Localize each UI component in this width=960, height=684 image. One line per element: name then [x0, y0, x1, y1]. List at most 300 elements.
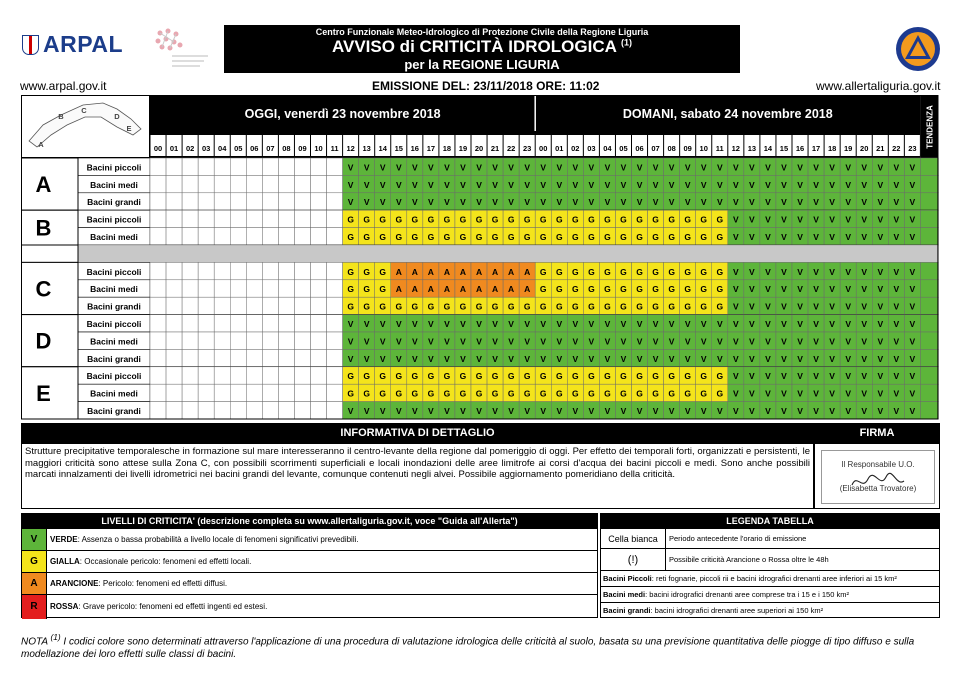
hour-label: 21	[490, 144, 500, 153]
hour-label: 00	[539, 144, 548, 153]
forecast-cell-code: V	[909, 266, 916, 277]
forecast-cell-code: G	[539, 284, 547, 295]
forecast-cell	[198, 367, 214, 384]
forecast-cell-code: V	[877, 406, 884, 416]
forecast-cell-code: V	[893, 319, 900, 329]
forecast-cell	[311, 402, 327, 419]
forecast-cell-code: V	[797, 284, 803, 295]
forecast-cell	[230, 367, 246, 384]
forecast-cell-code: G	[491, 371, 499, 382]
forecast-cell-code: V	[781, 406, 787, 416]
forecast-cell-code: V	[572, 197, 579, 208]
forecast-cell-code: V	[604, 406, 611, 416]
forecast-cell	[214, 158, 230, 175]
forecast-cell-code: V	[909, 301, 916, 312]
forecast-cell-code: G	[507, 232, 515, 242]
forecast-cell-code: G	[620, 266, 627, 277]
hour-label: 04	[218, 144, 227, 153]
forecast-cell-code: V	[700, 319, 707, 329]
forecast-cell	[166, 315, 182, 332]
forecast-cell	[214, 228, 230, 245]
forecast-cell-code: V	[781, 179, 787, 190]
info-title: INFORMATIVA DI DETTAGLIO	[21, 423, 814, 443]
forecast-cell-code: G	[716, 371, 724, 382]
allertaliguria-url[interactable]: www.allertaliguria.gov.it	[816, 79, 941, 93]
forecast-cell-code: V	[893, 301, 900, 312]
signature-label: Il Responsabile U.O.	[841, 460, 915, 469]
forecast-cell-code: V	[732, 179, 739, 190]
forecast-cell-code: G	[604, 388, 611, 399]
hour-label: 22	[892, 144, 901, 153]
forecast-cell	[198, 280, 214, 297]
forecast-cell-code: G	[652, 214, 659, 225]
forecast-cell	[198, 158, 214, 175]
forecast-cell-code: G	[716, 232, 724, 242]
forecast-cell-code: V	[749, 371, 755, 382]
forecast-cell-code: V	[749, 388, 755, 399]
forecast-cell-code: V	[700, 406, 707, 416]
forecast-cell-code: V	[909, 353, 916, 364]
forecast-cell	[294, 297, 310, 314]
forecast-cell	[278, 367, 294, 384]
tendenza-cell	[920, 367, 938, 384]
hour-label: 23	[908, 144, 917, 153]
forecast-cell-code: V	[700, 179, 707, 190]
forecast-cell-code: G	[700, 232, 708, 242]
forecast-cell-code: G	[379, 301, 387, 312]
forecast-cell-code: V	[797, 301, 803, 312]
forecast-cell-code: V	[524, 179, 531, 190]
forecast-cell-code: G	[395, 232, 403, 242]
forecast-cell-code: V	[861, 179, 868, 190]
forecast-cell	[278, 315, 294, 332]
forecast-cell-code: G	[652, 266, 659, 277]
row-label: Bacini piccoli	[86, 371, 142, 382]
forecast-cell-code: V	[411, 319, 418, 329]
forecast-cell-code: G	[716, 284, 724, 295]
row-label: Bacini piccoli	[86, 266, 142, 277]
forecast-cell-code: V	[813, 162, 819, 173]
map-zone-label: D	[114, 112, 120, 121]
forecast-cell-code: V	[893, 388, 900, 399]
forecast-cell-code: G	[523, 214, 531, 225]
legend-piccoli	[601, 570, 939, 587]
forecast-cell-code: G	[363, 266, 370, 277]
forecast-cell-code: G	[539, 388, 547, 399]
forecast-cell-code: G	[459, 232, 467, 242]
level-code: A	[22, 573, 47, 595]
forecast-cell-code: V	[492, 406, 498, 416]
forecast-cell-code: A	[524, 266, 531, 277]
forecast-cell-code: V	[652, 179, 659, 190]
forecast-cell-code: V	[363, 319, 370, 329]
forecast-cell-code: G	[684, 371, 691, 382]
forecast-cell-code: V	[540, 406, 547, 416]
forecast-cell-code: G	[604, 214, 611, 225]
forecast-cell	[278, 402, 294, 419]
forecast-cell-code: G	[491, 214, 499, 225]
forecast-cell-code: G	[363, 371, 370, 382]
forecast-cell-code: V	[781, 336, 787, 347]
forecast-cell-code: V	[460, 319, 466, 329]
forecast-cell-code: G	[459, 388, 467, 399]
forecast-cell-code: V	[508, 197, 514, 208]
forecast-cell-code: G	[668, 388, 675, 399]
forecast-cell	[327, 367, 343, 384]
forecast-cell-code: G	[572, 232, 579, 242]
level-text: : Assenza o bassa probabilità a livello locale di fenomeni significativi prevedibili.	[77, 535, 359, 544]
forecast-cell-code: G	[347, 371, 354, 382]
forecast-cell-code: V	[845, 353, 852, 364]
forecast-cell-code: G	[475, 232, 483, 242]
forecast-cell	[278, 193, 294, 210]
forecast-cell-code: V	[652, 197, 659, 208]
footnote-sup: (1)	[50, 632, 61, 642]
forecast-cell-code: V	[877, 214, 884, 225]
forecast-cell-code: V	[588, 406, 595, 416]
forecast-cell-code: V	[765, 406, 771, 416]
day-today: OGGI, venerdì 23 novembre 2018	[244, 107, 441, 121]
level-name: GIALLA	[50, 557, 80, 566]
legend-key: Bacini medi	[603, 590, 646, 599]
forecast-cell-code: A	[459, 266, 467, 277]
forecast-cell-code: V	[813, 214, 819, 225]
forecast-cell	[230, 349, 246, 366]
forecast-cell-code: V	[732, 284, 739, 295]
forecast-cell-code: G	[363, 284, 370, 295]
row-label: Bacini grandi	[87, 301, 141, 312]
forecast-cell	[262, 228, 278, 245]
level-arancione	[22, 572, 597, 595]
level-text: : Pericolo: fenomeni ed effetti diffusi.	[98, 579, 228, 588]
forecast-cell-code: V	[460, 162, 466, 173]
forecast-cell	[182, 193, 198, 210]
forecast-cell-code: V	[572, 179, 579, 190]
forecast-cell-code: V	[845, 301, 852, 312]
forecast-cell	[166, 158, 182, 175]
footnote-prefix: NOTA	[21, 636, 48, 648]
forecast-cell-code: V	[620, 197, 627, 208]
forecast-cell-code: V	[877, 371, 884, 382]
forecast-cell-code: G	[700, 301, 708, 312]
forecast-cell-code: V	[524, 353, 531, 364]
forecast-cell	[150, 315, 166, 332]
forecast-cell-code: A	[475, 284, 483, 295]
forecast-cell-code: V	[572, 162, 579, 173]
forecast-cell-code: V	[845, 336, 852, 347]
emission-date: EMISSIONE DEL: 23/11/2018 ORE: 11:02	[372, 79, 600, 93]
zone-separator-left	[21, 245, 78, 262]
forecast-cell-code: V	[893, 336, 900, 347]
forecast-cell	[230, 297, 246, 314]
forecast-cell-code: G	[700, 284, 708, 295]
forecast-cell-code: V	[428, 319, 434, 329]
forecast-cell-code: A	[427, 284, 434, 295]
tendenza-cell	[920, 193, 938, 210]
forecast-cell	[278, 175, 294, 192]
forecast-cell-code: G	[475, 301, 483, 312]
forecast-cell-code: V	[444, 336, 450, 347]
forecast-cell-code: V	[797, 371, 803, 382]
level-name: ARANCIONE	[50, 579, 99, 588]
forecast-cell	[198, 262, 214, 279]
hour-label: 13	[362, 144, 371, 153]
forecast-cell	[198, 349, 214, 366]
forecast-cell	[182, 402, 198, 419]
forecast-cell-code: V	[411, 336, 418, 347]
forecast-cell-code: V	[861, 301, 868, 312]
day-tomorrow: DOMANI, sabato 24 novembre 2018	[622, 107, 833, 121]
forecast-cell	[311, 158, 327, 175]
row-label: Bacini medi	[90, 179, 138, 190]
forecast-cell-code: G	[539, 371, 547, 382]
forecast-cell-code: V	[845, 406, 852, 416]
forecast-cell	[278, 228, 294, 245]
forecast-cell	[262, 315, 278, 332]
forecast-cell-code: V	[909, 406, 916, 416]
forecast-cell-code: V	[861, 371, 868, 382]
forecast-cell-code: V	[781, 232, 787, 242]
forecast-cell	[294, 210, 310, 227]
forecast-cell	[327, 210, 343, 227]
forecast-cell-code: V	[797, 179, 803, 190]
map-zone-label: B	[58, 112, 64, 121]
level-name: VERDE	[50, 535, 78, 544]
forecast-cell-code: G	[604, 284, 611, 295]
forecast-cell-code: V	[379, 162, 386, 173]
forecast-cell-code: V	[492, 319, 498, 329]
forecast-cell-code: A	[475, 266, 483, 277]
forecast-cell-code: G	[572, 301, 579, 312]
forecast-cell-code: V	[909, 197, 916, 208]
hour-label: 06	[250, 144, 259, 153]
forecast-cell-code: V	[395, 179, 402, 190]
forecast-cell	[150, 384, 166, 401]
forecast-cell-code: G	[347, 232, 354, 242]
forecast-cell-code: G	[668, 214, 675, 225]
forecast-cell	[166, 402, 182, 419]
forecast-cell-code: V	[861, 284, 868, 295]
legend-row	[603, 587, 849, 603]
forecast-cell-code: A	[443, 284, 450, 295]
forecast-cell	[150, 210, 166, 227]
forecast-cell-code: G	[652, 371, 659, 382]
forecast-cell	[182, 315, 198, 332]
forecast-cell-code: G	[523, 371, 531, 382]
tendenza-cell	[920, 402, 938, 419]
forecast-cell-code: G	[716, 388, 724, 399]
forecast-cell-code: V	[765, 179, 771, 190]
tendenza-cell	[920, 175, 938, 192]
forecast-cell-code: V	[781, 266, 787, 277]
forecast-cell-code: V	[668, 197, 675, 208]
forecast-cell-code: V	[877, 266, 884, 277]
forecast-cell-code: A	[508, 266, 515, 277]
hour-label: 08	[667, 144, 676, 153]
forecast-cell-code: G	[427, 301, 435, 312]
forecast-cell-code: G	[443, 388, 451, 399]
forecast-cell-code: V	[909, 371, 916, 382]
forecast-cell-code: V	[668, 319, 675, 329]
forecast-cell-code: V	[861, 266, 868, 277]
legend-value: Possibile criticità Arancione o Rossa oltre le 48h	[669, 555, 829, 564]
forecast-cell	[262, 193, 278, 210]
forecast-cell-code: V	[797, 406, 803, 416]
forecast-cell-code: G	[363, 214, 370, 225]
forecast-cell	[262, 210, 278, 227]
forecast-cell-code: V	[476, 197, 482, 208]
forecast-cell-code: G	[411, 301, 419, 312]
row-label: Bacini medi	[90, 232, 138, 242]
forecast-cell	[294, 402, 310, 419]
forecast-cell-code: V	[732, 336, 739, 347]
legend-key: Cella bianca	[601, 529, 666, 549]
forecast-cell-code: V	[813, 371, 819, 382]
title-banner	[224, 25, 740, 73]
forecast-cell-code: V	[861, 406, 868, 416]
forecast-cell-code: G	[395, 301, 403, 312]
hour-label: 17	[811, 144, 821, 153]
forecast-cell-code: V	[604, 162, 611, 173]
forecast-cell-code: G	[475, 388, 483, 399]
forecast-cell-code: V	[877, 197, 884, 208]
forecast-cell	[246, 297, 262, 314]
forecast-cell-code: V	[476, 353, 482, 364]
forecast-cell-code: G	[427, 371, 435, 382]
forecast-cell-code: V	[604, 353, 611, 364]
forecast-cell-code: V	[379, 353, 386, 364]
forecast-cell-code: V	[620, 162, 627, 173]
forecast-cell-code: V	[556, 406, 563, 416]
arpal-url[interactable]: www.arpal.gov.it	[20, 79, 107, 93]
forecast-cell	[166, 297, 182, 314]
row-label: Bacini medi	[90, 388, 138, 399]
forecast-cell-code: V	[829, 388, 835, 399]
forecast-cell-code: V	[395, 406, 402, 416]
forecast-cell	[262, 367, 278, 384]
forecast-cell	[278, 332, 294, 349]
forecast-cell-code: V	[909, 284, 916, 295]
forecast-cell-code: V	[556, 353, 563, 364]
forecast-cell-code: G	[684, 266, 691, 277]
forecast-cell-code: G	[443, 232, 451, 242]
forecast-cell-code: G	[636, 266, 643, 277]
forecast-cell-code: V	[540, 162, 547, 173]
forecast-cell-code: V	[636, 179, 643, 190]
tendenza-cell	[920, 349, 938, 366]
forecast-cell	[278, 210, 294, 227]
forecast-cell-code: V	[620, 353, 627, 364]
forecast-cell	[230, 332, 246, 349]
forecast-cell-code: G	[539, 232, 547, 242]
forecast-cell-code: G	[427, 232, 435, 242]
legend-grandi	[601, 602, 939, 619]
forecast-cell-code: V	[781, 197, 787, 208]
forecast-cell-code: V	[845, 284, 852, 295]
forecast-cell-code: V	[508, 406, 514, 416]
forecast-cell-code: G	[347, 266, 354, 277]
forecast-cell-code: V	[893, 406, 900, 416]
forecast-cell-code: V	[749, 162, 755, 173]
row-label: Bacini medi	[90, 336, 138, 347]
forecast-cell-code: V	[861, 336, 868, 347]
forecast-cell-code: V	[845, 197, 852, 208]
forecast-cell-code: G	[652, 388, 659, 399]
forecast-cell	[246, 315, 262, 332]
forecast-cell	[327, 228, 343, 245]
forecast-cell-code: V	[395, 162, 402, 173]
forecast-cell	[246, 332, 262, 349]
forecast-cell-code: V	[732, 197, 739, 208]
legend-row	[603, 603, 823, 619]
forecast-cell-code: V	[765, 301, 771, 312]
forecast-cell-code: G	[700, 371, 708, 382]
forecast-cell-code: V	[700, 336, 707, 347]
forecast-cell-code: V	[765, 214, 771, 225]
forecast-cell-code: V	[572, 336, 579, 347]
forecast-cell	[166, 280, 182, 297]
forecast-cell-code: V	[893, 162, 900, 173]
forecast-cell-code: G	[523, 388, 531, 399]
forecast-cell	[166, 384, 182, 401]
forecast-cell-code: V	[476, 406, 482, 416]
tendenza-cell	[920, 262, 938, 279]
forecast-cell-code: G	[555, 232, 563, 242]
forecast-cell-code: V	[909, 232, 916, 242]
forecast-cell-code: V	[716, 162, 723, 173]
forecast-cell-code: G	[555, 214, 563, 225]
forecast-cell-code: V	[765, 162, 771, 173]
forecast-cell-code: G	[411, 214, 419, 225]
forecast-cell-code: A	[395, 284, 402, 295]
forecast-cell-code: G	[491, 232, 499, 242]
forecast-cell-code: G	[379, 232, 387, 242]
forecast-cell-code: V	[508, 179, 514, 190]
forecast-cell-code: V	[861, 162, 868, 173]
forecast-cell-code: V	[829, 406, 835, 416]
forecast-cell-code: V	[476, 162, 482, 173]
forecast-cell-code: G	[347, 284, 354, 295]
forecast-cell-code: V	[652, 353, 659, 364]
forecast-cell-code: V	[893, 371, 900, 382]
forecast-cell-code: V	[540, 179, 547, 190]
forecast-cell-code: V	[765, 388, 771, 399]
zone-label: D	[35, 328, 52, 354]
forecast-cell	[166, 332, 182, 349]
forecast-cell	[294, 262, 310, 279]
forecast-cell	[182, 332, 198, 349]
forecast-cell	[327, 158, 343, 175]
forecast-cell-code: G	[539, 266, 547, 277]
forecast-cell-code: G	[684, 232, 691, 242]
forecast-cell-code: G	[411, 232, 419, 242]
forecast-cell-code: V	[797, 232, 803, 242]
forecast-cell-code: V	[668, 353, 675, 364]
page-title-note: (1)	[621, 37, 632, 48]
forecast-cell-code: V	[508, 336, 514, 347]
zone-separator	[78, 245, 938, 262]
forecast-cell-code: G	[700, 266, 708, 277]
forecast-cell-code: V	[781, 319, 787, 329]
forecast-cell-code: V	[765, 232, 771, 242]
forecast-cell-code: G	[459, 371, 467, 382]
level-verde	[22, 528, 597, 551]
forecast-cell-code: G	[539, 214, 547, 225]
forecast-cell-code: G	[716, 301, 724, 312]
forecast-cell	[262, 402, 278, 419]
forecast-cell-code: G	[507, 371, 515, 382]
hour-label: 19	[458, 144, 468, 153]
